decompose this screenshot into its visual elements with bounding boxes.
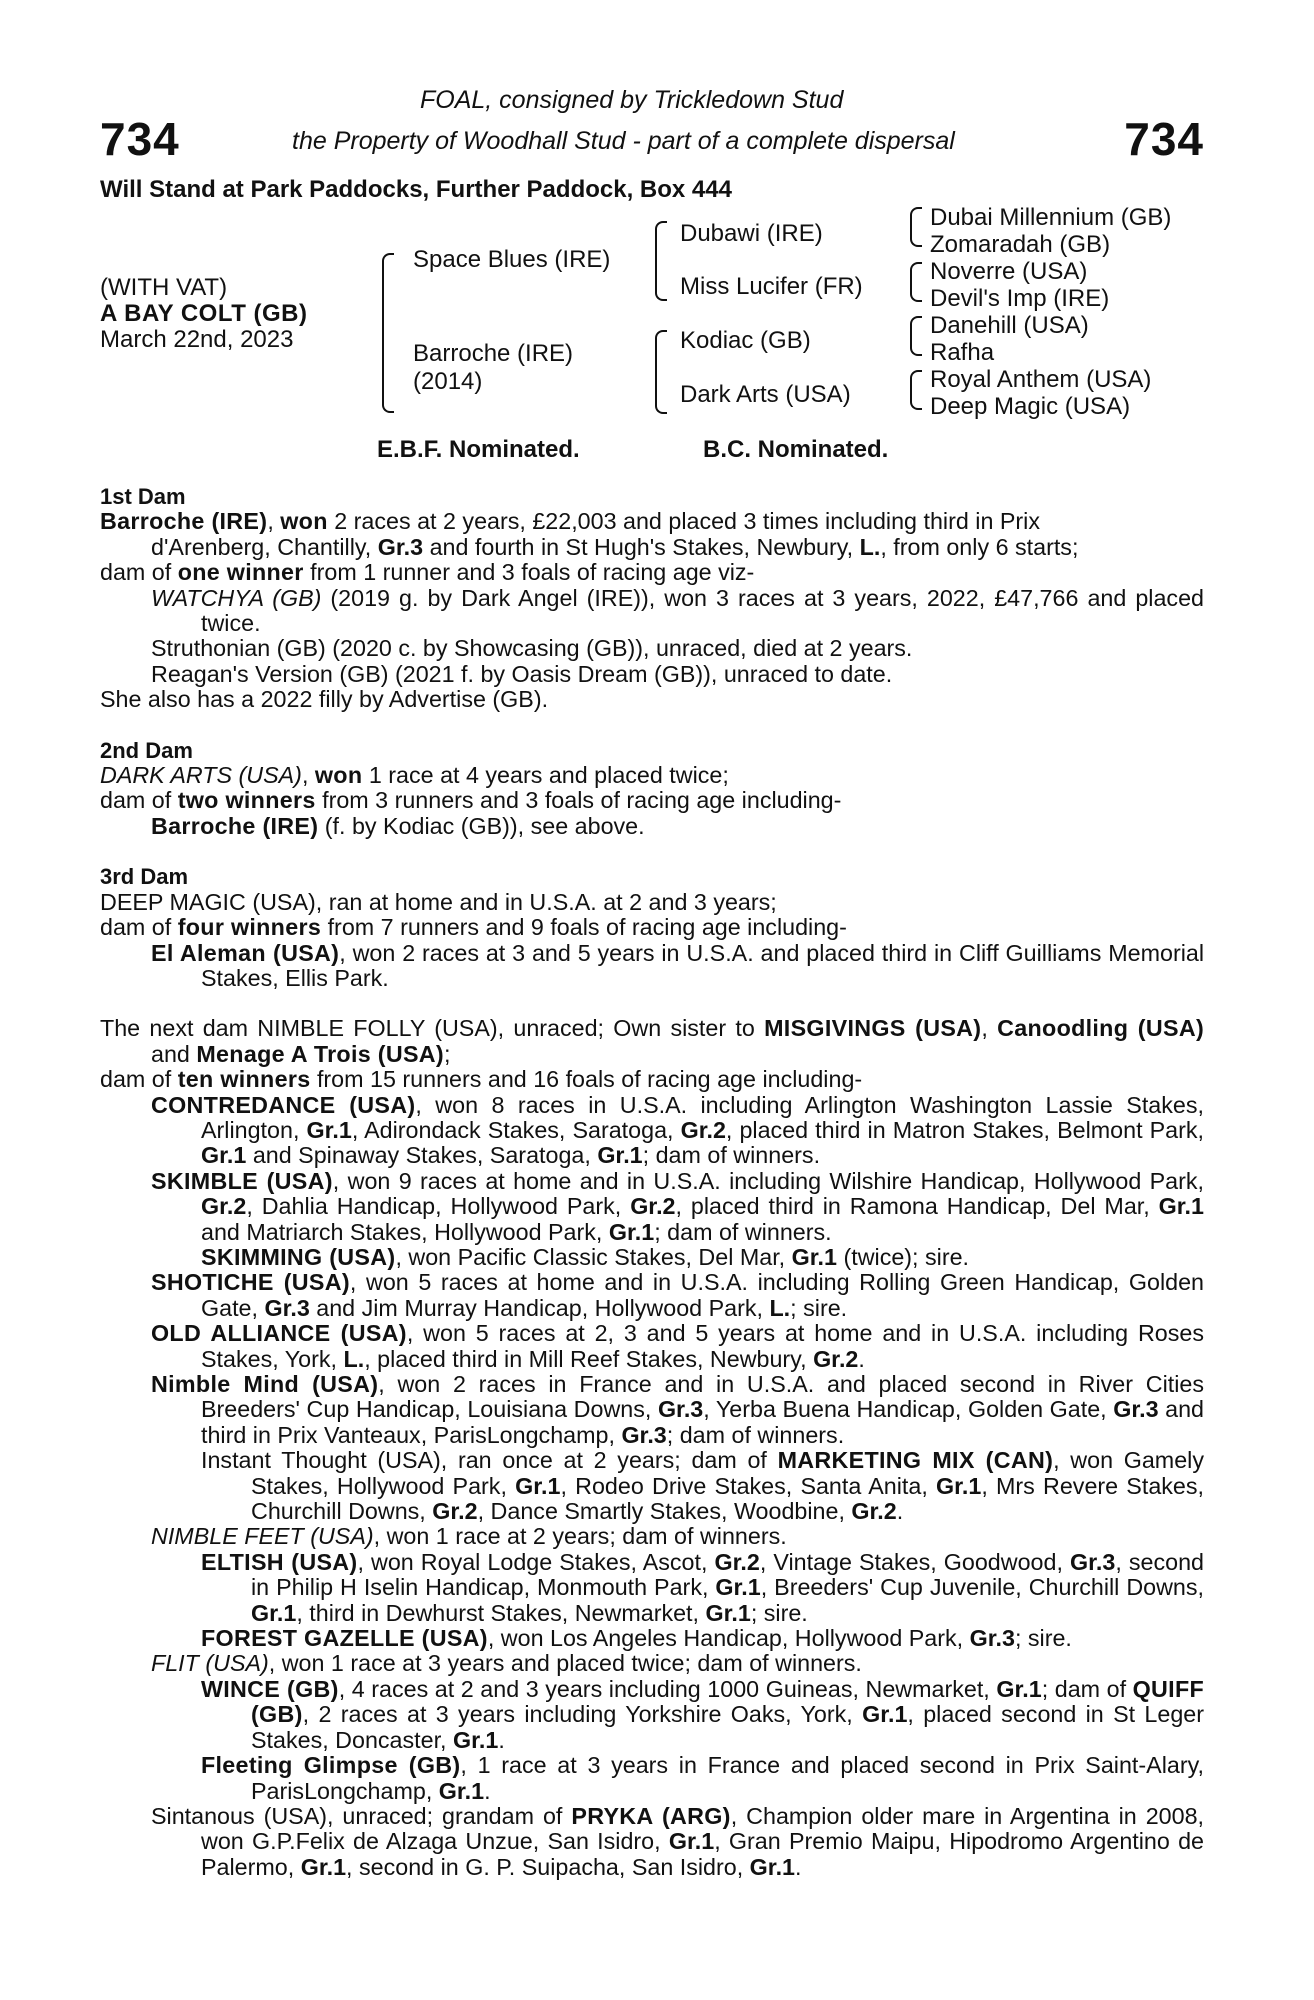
- produce-reagans-version: Reagan's Version (GB) (2021 f. by Oasis Dream (GB)), unraced to date.: [151, 660, 893, 687]
- stand-location: Will Stand at Park Paddocks, Further Paddock, Box 444: [100, 176, 732, 203]
- produce-nimble-feet: NIMBLE FEET (USA), won 1 race at 2 years; dam of winners.: [151, 1523, 787, 1550]
- brace-dam: [655, 330, 667, 414]
- produce-fleeting-glimpse: Fleeting Glimpse (GB), 1 race at 3 years in France and placed second in Prix Saint-Alary, ParisLongchamp, Gr.1.: [201, 1752, 1204, 1804]
- dam-dam: Dark Arts (USA): [680, 381, 851, 408]
- next-dam-entry: The next dam NIMBLE FOLLY (USA), unraced; Own sister to MISGIVINGS (USA), Canoodling (USA) and Menage A Trois (USA);: [100, 1015, 1205, 1067]
- second-dam-heading: 2nd Dam: [100, 737, 193, 763]
- dam: Barroche (IRE): [413, 340, 574, 367]
- sire-dam: Miss Lucifer (FR): [680, 273, 863, 300]
- sss: Dubai Millennium (GB): [930, 204, 1172, 231]
- produce-shotiche: SHOTICHE (USA), won 5 races at home and in U.S.A. including Rolling Green Handicap, Golden Gate, Gr.3 and Jim Murray Handicap, Hollywood Park, L.; sire.: [151, 1269, 1204, 1321]
- sdd: Devil's Imp (IRE): [930, 285, 1110, 312]
- produce-2022-filly: She also has a 2022 filly by Advertise (GB).: [100, 686, 549, 713]
- brace-gen1: [382, 253, 394, 413]
- produce-watchya: WATCHYA (GB) (2019 g. by Dark Angel (IRE)), won 3 races at 3 years, 2022, £47,766 and placed twice.: [151, 584, 1204, 637]
- produce-skimming: SKIMMING (USA), won Pacific Classic Stakes, Del Mar, Gr.1 (twice); sire.: [201, 1243, 970, 1270]
- brace-sd: [910, 262, 922, 302]
- sds: Noverre (USA): [930, 258, 1088, 285]
- horse-dob: March 22nd, 2023: [100, 326, 294, 353]
- produce-sintanous: Sintanous (USA), unraced; grandam of PRYKA (ARG), Champion older mare in Argentina in 2008, won G.P.Felix de Alzaga Unzue, San Isidro, Gr.1, Gran Premio Maipu, Hipodromo Argentino de Palermo, Gr.1, second in G. P. Suipacha, San Isidro, Gr.1.: [151, 1802, 1205, 1880]
- produce-old-alliance: OLD ALLIANCE (USA), won 5 races at 2, 3 and 5 years at home and in U.S.A. including Roses Stakes, York, L., placed third in Mill Reef Stakes, Newbury, Gr.2.: [151, 1320, 1204, 1372]
- dss: Danehill (USA): [930, 312, 1089, 339]
- brace-ss: [910, 207, 922, 247]
- lot-number-right: 734: [1124, 113, 1204, 165]
- first-dam-entry: Barroche (IRE), won 2 races at 2 years, £22,003 and placed 3 times including third in Prix d'Arenberg, Chantilly, Gr.3 and fourth in St Hugh's Stakes, Newbury, L., from only 6 starts;: [100, 508, 1079, 560]
- second-dam-produce-barroche: Barroche (IRE) (f. by Kodiac (GB)), see above.: [151, 812, 645, 839]
- produce-instant-thought: Instant Thought (USA), ran once at 2 years; dam of MARKETING MIX (CAN), won Gamely Stakes, Hollywood Park, Gr.1, Rodeo Drive Stakes, Santa Anita, Gr.1, Mrs Revere Stakes, Churchill Downs, Gr.2, Dance Smartly Stakes, Woodbine, Gr.2.: [201, 1447, 1205, 1525]
- next-dam-produce-intro: dam of ten winners from 15 runners and 16 foals of racing age including-: [100, 1066, 863, 1093]
- brace-sire: [655, 221, 667, 301]
- ssd: Zomaradah (GB): [930, 231, 1111, 258]
- brace-ds: [910, 316, 922, 356]
- produce-forest-gazelle: FOREST GAZELLE (USA), won Los Angeles Handicap, Hollywood Park, Gr.3; sire.: [201, 1625, 1072, 1652]
- second-dam-produce-intro: dam of two winners from 3 runners and 3 foals of racing age including-: [100, 787, 842, 814]
- third-dam-produce-intro: dam of four winners from 7 runners and 9 foals of racing age including-: [100, 914, 847, 941]
- third-dam-entry: DEEP MAGIC (USA), ran at home and in U.S.A. at 2 and 3 years;: [100, 888, 777, 915]
- third-dam-heading: 3rd Dam: [100, 864, 189, 890]
- produce-contredance: CONTREDANCE (USA), won 8 races in U.S.A. including Arlington Washington Lassie Stakes, Arlington, Gr.1, Adirondack Stakes, Saratoga, Gr.2, placed third in Matron Stakes, Belmont Park, Gr.1 and Spinaway Stakes, Saratoga, Gr.1; dam of winners.: [151, 1091, 1204, 1169]
- produce-nimble-mind: Nimble Mind (USA), won 2 races in France and in U.S.A. and placed second in River Cities Breeders' Cup Handicap, Louisiana Downs, Gr.3, Yerba Buena Handicap, Golden Gate, Gr.3 and third in Prix Vanteaux, ParisLongchamp, Gr.3; dam of winners.: [151, 1371, 1204, 1448]
- produce-wince: WINCE (GB), 4 races at 2 and 3 years including 1000 Guineas, Newmarket, Gr.1; dam of QUIFF (GB), 2 races at 3 years including Yorkshire Oaks, York, Gr.1, placed second in St Leger Stakes, Doncaster, Gr.1.: [201, 1675, 1205, 1753]
- ebf-nominated: E.B.F. Nominated.: [377, 436, 580, 463]
- sire: Space Blues (IRE): [413, 246, 611, 273]
- catalogue-body: [100, 484, 1204, 1880]
- dds: Royal Anthem (USA): [930, 366, 1152, 393]
- bc-nominated: B.C. Nominated.: [703, 436, 889, 463]
- consignor-line: FOAL, consigned by Trickledown Stud: [420, 86, 844, 114]
- sire-sire: Dubawi (IRE): [680, 220, 823, 247]
- produce-el-aleman: El Aleman (USA), won 2 races at 3 and 5 years in U.S.A. and placed third in Cliff Guilliams Memorial Stakes, Ellis Park.: [151, 939, 1205, 991]
- dam-year: (2014): [413, 368, 483, 395]
- vat-label: (WITH VAT): [100, 274, 228, 301]
- property-line: the Property of Woodhall Stud - part of a complete dispersal: [292, 127, 955, 155]
- horse-name: A BAY COLT (GB): [100, 300, 308, 327]
- lot-number-left: 734: [100, 113, 180, 165]
- dsd: Rafha: [930, 339, 995, 366]
- produce-struthonian: Struthonian (GB) (2020 c. by Showcasing (GB)), unraced, died at 2 years.: [151, 635, 913, 662]
- dam-sire: Kodiac (GB): [680, 327, 811, 354]
- second-dam-entry: DARK ARTS (USA), won 1 race at 4 years and placed twice;: [100, 762, 729, 789]
- first-dam-heading: 1st Dam: [100, 484, 186, 509]
- produce-eltish: ELTISH (USA), won Royal Lodge Stakes, Ascot, Gr.2, Vintage Stakes, Goodwood, Gr.3, second in Philip H Iselin Handicap, Monmouth Park, Gr.1, Breeders' Cup Juvenile, Churchill Downs, Gr.1, third in Dewhurst Stakes, Newmarket, Gr.1; sire.: [201, 1548, 1205, 1626]
- produce-flit: FLIT (USA), won 1 race at 3 years and placed twice; dam of winners.: [151, 1650, 862, 1677]
- first-dam-produce-intro: dam of one winner from 1 runner and 3 foals of racing age viz-: [100, 559, 755, 586]
- produce-skimble: SKIMBLE (USA), won 9 races at home and in U.S.A. including Wilshire Handicap, Hollywood Park, Gr.2, Dahlia Handicap, Hollywood Park, Gr.2, placed third in Ramona Handicap, Del Mar, Gr.1 and Matriarch Stakes, Hollywood Park, Gr.1; dam of winners.: [151, 1167, 1204, 1245]
- ddd: Deep Magic (USA): [930, 393, 1131, 420]
- brace-dd: [910, 370, 922, 410]
